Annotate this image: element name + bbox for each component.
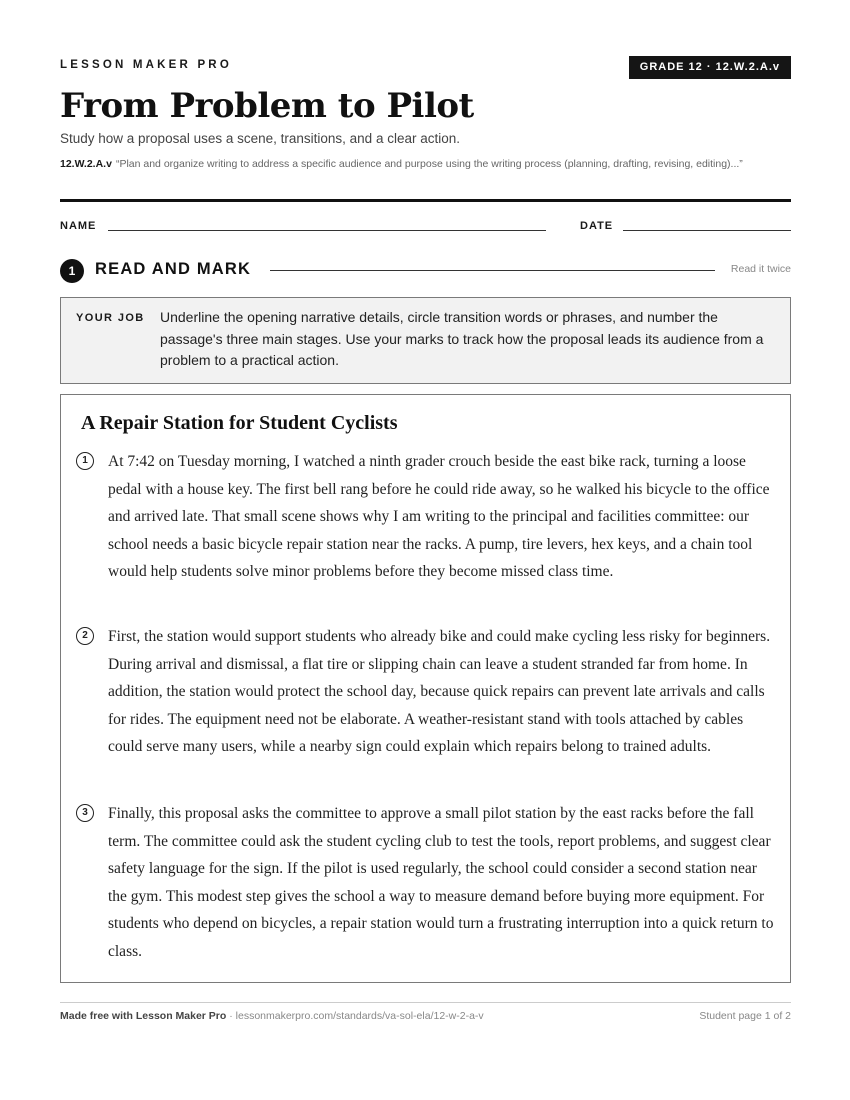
standard-description bbox=[60, 156, 791, 173]
section-header bbox=[60, 257, 791, 283]
footer-made-with: Made free with Lesson Maker Pro bbox=[60, 1010, 227, 1022]
footer-separator: · bbox=[226, 1010, 236, 1022]
standard-code: 12.W.2.A.v bbox=[60, 158, 112, 170]
paragraph-1: At 7:42 on Tuesday morning, I watched a ninth grader crouch beside the east bike rack, turning a loose pedal with a house key. The first bell rang before he could ride away, so he walked his bicycle to the office and arrived late. That small scene shows why I am writing to the principal and facilities committee: our school needs a basic bicycle repair station near the racks. A pump, tire levers, hex keys, and a chain tool would help students solve minor problems before they become missed class time. bbox=[108, 453, 770, 581]
footer-credit bbox=[60, 1010, 484, 1022]
header-divider bbox=[60, 199, 791, 202]
paragraph-number-3: 3 bbox=[76, 804, 94, 822]
name-label: NAME bbox=[60, 220, 97, 232]
grade-badge: GRADE 12 · 12.W.2.A.v bbox=[629, 56, 791, 79]
job-instructions-box bbox=[60, 297, 791, 384]
name-field[interactable] bbox=[108, 230, 546, 231]
paragraph-number-2: 2 bbox=[76, 627, 94, 645]
date-field[interactable] bbox=[623, 230, 791, 231]
footer-page-number: Student page 1 of 2 bbox=[699, 1010, 791, 1022]
section-divider bbox=[270, 270, 715, 271]
paragraph-number-1: 1 bbox=[76, 452, 94, 470]
reading-passage bbox=[60, 394, 791, 983]
footer-url[interactable]: lessonmakerpro.com/standards/va-sol-ela/12-w-2-a-v bbox=[235, 1010, 484, 1022]
section-note: Read it twice bbox=[730, 263, 791, 275]
footer-divider bbox=[60, 1002, 791, 1003]
section-number-badge: 1 bbox=[60, 259, 84, 283]
header-bar bbox=[60, 56, 791, 80]
section-title: READ AND MARK bbox=[95, 260, 252, 278]
standard-text: “Plan and organize writing to address a specific audience and purpose using the writing process (planning, drafting, revising, editing)...” bbox=[115, 158, 743, 170]
job-text: Underline the opening narrative details, circle transition words or phrases, and number the passage's three main stages. Use your marks to track how the proposal leads its audience from a problem to a practical action. bbox=[160, 309, 764, 368]
job-label: YOUR JOB bbox=[76, 312, 145, 324]
name-date-row bbox=[60, 218, 791, 234]
page-subtitle: Study how a proposal uses a scene, transitions, and a clear action. bbox=[60, 131, 460, 146]
paragraph-3: Finally, this proposal asks the committee to approve a small pilot station by the east racks before the fall term. The committee could ask the student cycling club to test the tools, report problems, and suggest clear safety language for the sign. If the pilot is used regularly, the school could consider a second station near the gym. This modest step gives the school a way to measure demand before buying more equipment. For students who depend on bicycles, a repair station would turn a frustrating interruption into a quick return to class. bbox=[108, 805, 774, 960]
date-label: DATE bbox=[580, 220, 614, 232]
brand-name: LESSON MAKER PRO bbox=[60, 59, 232, 71]
page-title: From Problem to Pilot bbox=[60, 86, 474, 126]
passage-title: A Repair Station for Student Cyclists bbox=[81, 412, 398, 434]
paragraph-2: First, the station would support students who already bike and could make cycling less risky for beginners. During arrival and dismissal, a flat tire or slipping chain can leave a student stranded far from home. In addition, the station would protect the school day, because quick repairs can prevent late arrivals and calls for rides. The equipment need not be elaborate. A weather-resistant stand with tools attached by cables could serve many users, while a nearby sign could explain which repairs belong to trained adults. bbox=[108, 628, 771, 756]
